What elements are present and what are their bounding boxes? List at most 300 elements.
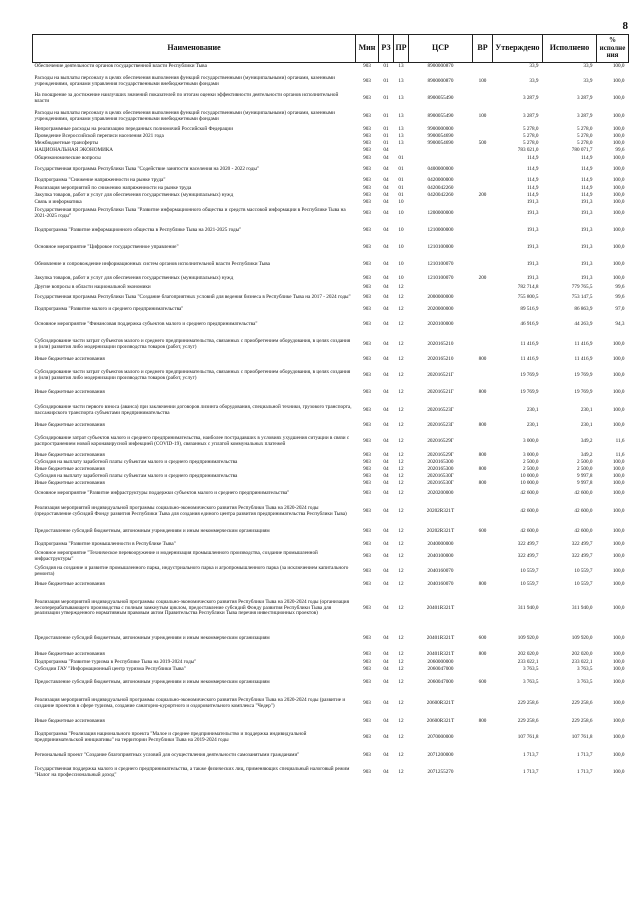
- row-approved: 1 713,7: [522, 751, 539, 758]
- table-row: [33, 207, 629, 222]
- row-ministry: 903: [363, 199, 371, 206]
- row-percent: 100,0: [612, 718, 625, 725]
- row-executed: 230,1: [580, 422, 593, 429]
- table-row: [33, 274, 629, 285]
- row-target-article: 2020200000: [427, 490, 454, 497]
- row-executed: 42 600,0: [574, 507, 593, 514]
- row-target-article: 20600R321Т: [426, 718, 455, 725]
- row-subsection: 12: [398, 553, 404, 560]
- row-name: Подпрограмма "Развитие промышленности в Республике Тыва": [34, 541, 176, 548]
- row-target-article: 202016523Г: [427, 406, 454, 413]
- row-approved: 10 000,0: [520, 473, 539, 480]
- row-subsection: 01: [398, 192, 404, 199]
- row-name: Иные бюджетные ассигнования: [34, 356, 105, 363]
- row-section: 04: [383, 490, 389, 497]
- table-row: [33, 107, 629, 127]
- row-expense-type: 800: [478, 581, 487, 588]
- table-body: [33, 63, 629, 781]
- row-expense-type: [473, 285, 493, 292]
- row-approved: 11 416,9: [520, 340, 539, 347]
- table-row: [33, 356, 629, 365]
- row-expense-type: [473, 316, 493, 334]
- row-expense-type: [473, 400, 493, 422]
- row-target-article: 0420042260: [427, 185, 454, 192]
- row-section: 04: [383, 699, 389, 706]
- table-row: [33, 134, 629, 141]
- row-percent: 99,6: [615, 284, 625, 291]
- row-name: Другие вопросы в области национальной экономики: [34, 284, 151, 291]
- table-row: [33, 387, 629, 400]
- row-executed: 10 559,7: [574, 581, 593, 588]
- row-target-article: 2020165300: [427, 466, 454, 473]
- header-expense-type: ВР: [473, 35, 493, 63]
- row-executed: 42 600,0: [574, 527, 593, 534]
- row-expense-type: [473, 501, 493, 523]
- row-subsection: 12: [398, 284, 404, 291]
- table-row: [33, 155, 629, 164]
- row-executed: 233 022,1: [571, 659, 593, 666]
- row-expense-type: [473, 541, 493, 550]
- row-approved: 10 000,0: [520, 480, 539, 487]
- row-percent: 99,6: [615, 147, 625, 154]
- row-subsection: 13: [398, 63, 404, 70]
- row-approved: 755 800,5: [517, 294, 539, 301]
- row-ministry: 903: [363, 507, 371, 514]
- row-section: 04: [383, 466, 389, 473]
- row-percent: 100,0: [612, 275, 625, 282]
- row-executed: 86 863,9: [574, 306, 593, 313]
- row-subsection: 10: [398, 244, 404, 251]
- row-name: Иные бюджетные ассигнования: [34, 718, 105, 725]
- row-approved: 5 278,0: [522, 126, 539, 133]
- row-section: 04: [383, 261, 389, 268]
- table-row: [33, 193, 629, 200]
- row-name: Субсидирование части первого взноса (аванса) при заключении договоров лизинга оборудования, специальной техники, грузового транспорта, пассажирского транспорта субъектами предпринимательства: [34, 403, 352, 416]
- row-percent: 100,0: [612, 356, 625, 363]
- row-expense-type: 800: [478, 422, 487, 429]
- row-target-article: 2020100000: [427, 320, 454, 327]
- header-executed: Исполнено: [543, 35, 597, 63]
- row-subsection: 12: [398, 452, 404, 459]
- row-ministry: 903: [363, 541, 371, 548]
- row-approved: 11 416,9: [520, 356, 539, 363]
- row-subsection: 12: [398, 733, 404, 740]
- row-name: Проведение Всероссийской переписи населения 2021 года: [34, 133, 164, 140]
- row-subsection: 01: [398, 185, 404, 192]
- table-row: [33, 692, 629, 716]
- row-target-article: 0420042260: [427, 192, 454, 199]
- row-subsection: 10: [398, 261, 404, 268]
- table-row: [33, 334, 629, 356]
- row-percent: 100,0: [612, 678, 625, 685]
- row-approved: 311 940,0: [517, 604, 539, 611]
- row-approved: 233 022,1: [517, 659, 539, 666]
- row-approved: 229 258,6: [517, 699, 539, 706]
- row-ministry: 903: [363, 126, 371, 133]
- row-expense-type: [473, 222, 493, 240]
- row-subsection: 12: [398, 490, 404, 497]
- row-name: Реализация мероприятий по снижению напряженности на рынке труда: [34, 185, 192, 192]
- row-executed: 191,3: [580, 244, 593, 251]
- row-name: Реализация мероприятий индивидуальной программы социально-экономического развития Республики Тыва на 2020-2024 годы (предоставление субсидий Фонду развития Республики Тыва для создания единого центра развития предпринимательства Республики Тыва): [34, 504, 347, 517]
- row-subsection: 12: [398, 751, 404, 758]
- row-subsection: 12: [398, 459, 404, 466]
- row-ministry: 903: [363, 422, 371, 429]
- header-section: РЗ: [379, 35, 394, 63]
- row-section: 04: [383, 768, 389, 775]
- row-ministry: 903: [363, 553, 371, 560]
- row-section: 04: [383, 244, 389, 251]
- row-percent: 100,0: [612, 371, 625, 378]
- row-name: Субсидирование части затрат субъектов малого и среднего предпринимательства, связанных с приобретением оборудования, в целях создания и (или) развития либо модернизации производства товаров (работ, услуг): [34, 368, 351, 381]
- row-name: Закупка товаров, работ и услуг для обеспечения государственных (муниципальных) нужд: [34, 275, 234, 282]
- row-section: 04: [383, 422, 389, 429]
- row-subsection: 12: [398, 422, 404, 429]
- row-ministry: 903: [363, 768, 371, 775]
- row-subsection: 12: [398, 473, 404, 480]
- row-name: Расходы на выплаты персоналу в целях обеспечения выполнения функций государственными (муниципальными) органами, казенными учреждениями, органами управления государственными внебюджетными фондами: [34, 74, 335, 87]
- table-row: [33, 765, 629, 781]
- row-subsection: 13: [398, 133, 404, 140]
- row-executed: 5 278,0: [576, 140, 593, 147]
- table-row: [33, 292, 629, 305]
- row-approved: 191,3: [526, 199, 539, 206]
- row-expense-type: [473, 155, 493, 164]
- table-row: [33, 222, 629, 240]
- row-executed: 349,2: [580, 452, 593, 459]
- row-executed: 114,9: [581, 192, 593, 199]
- row-ministry: 903: [363, 490, 371, 497]
- row-section: 04: [383, 581, 389, 588]
- row-subsection: 01: [398, 166, 404, 173]
- row-percent: 100,0: [612, 541, 625, 548]
- row-executed: 9 997,8: [576, 473, 593, 480]
- row-executed: 229 258,6: [571, 699, 593, 706]
- row-executed: 322 499,7: [571, 553, 593, 560]
- row-name: Субсидирование затрат субъектов малого и среднего предпринимательства, наиболее пострадавших в условиях ухудшения ситуации в связи с распространением новой коронавирусной инфекцией (COVID-19), связанных с уплатой коммунальных платежей: [34, 434, 350, 447]
- row-executed: 44 263,9: [574, 320, 593, 327]
- row-name: Подпрограмма "Развитие туризма в Республике Тыва на 2019-2024 годы": [34, 659, 197, 666]
- row-section: 04: [383, 340, 389, 347]
- row-ministry: 903: [363, 666, 371, 673]
- row-expense-type: 600: [478, 634, 487, 641]
- row-percent: 100,0: [612, 473, 625, 480]
- row-approved: 3 287,9: [522, 95, 539, 102]
- row-expense-type: [473, 747, 493, 765]
- row-ministry: 903: [363, 320, 371, 327]
- header-percent: % исполне ния: [597, 35, 629, 63]
- row-target-article: 2040160070: [427, 581, 454, 588]
- row-ministry: 903: [363, 406, 371, 413]
- row-subsection: 12: [398, 527, 404, 534]
- row-section: 04: [383, 356, 389, 363]
- row-expense-type: [473, 92, 493, 107]
- table-row: [33, 474, 629, 481]
- row-ministry: 903: [363, 733, 371, 740]
- row-section: 04: [383, 284, 389, 291]
- row-approved: 3 000,0: [522, 452, 539, 459]
- row-percent: 100,0: [612, 651, 625, 658]
- row-executed: 191,3: [580, 199, 593, 206]
- row-name: Общеэкономические вопросы: [34, 155, 101, 162]
- row-percent: 100,0: [612, 768, 625, 775]
- header-ministry: Мин: [356, 35, 379, 63]
- row-section: 04: [383, 604, 389, 611]
- row-ministry: 903: [363, 452, 371, 459]
- row-name: Иные бюджетные ассигнования: [34, 480, 105, 487]
- table-row: [33, 141, 629, 148]
- row-target-article: 20600R321Т: [426, 699, 455, 706]
- row-section: 04: [383, 659, 389, 666]
- row-executed: 114,9: [581, 155, 593, 162]
- row-ministry: 903: [363, 166, 371, 173]
- row-approved: 2 500,0: [522, 466, 539, 473]
- row-expense-type: 200: [478, 192, 487, 199]
- row-executed: 3 763,5: [576, 678, 593, 685]
- row-percent: 100,0: [612, 604, 625, 611]
- row-expense-type: [473, 431, 493, 453]
- row-target-article: [409, 285, 473, 292]
- row-approved: 322 499,7: [517, 541, 539, 548]
- row-target-article: 8900000870: [427, 63, 454, 70]
- row-section: 01: [383, 126, 389, 133]
- row-approved: 109 920,0: [517, 634, 539, 641]
- row-expense-type: [473, 550, 493, 565]
- row-approved: 114,9: [527, 185, 539, 192]
- row-section: 04: [383, 306, 389, 313]
- row-target-article: 8900000870: [427, 77, 454, 84]
- row-ministry: 903: [363, 651, 371, 658]
- row-name: Закупка товаров, работ и услуг для обеспечения государственных (муниципальных) нужд: [34, 192, 234, 199]
- table-row: [33, 580, 629, 591]
- row-expense-type: [473, 729, 493, 747]
- row-ministry: 903: [363, 581, 371, 588]
- row-approved: 191,3: [526, 275, 539, 282]
- row-target-article: 202016530Г: [427, 480, 454, 487]
- table-row: [33, 200, 629, 207]
- row-section: 04: [383, 527, 389, 534]
- row-name: Реализация мероприятий индивидуальной программы социально-экономического развития Республики Тыва на 2020-2024 годы (развитие и создание проектов в сфере туризма, создание санаторно-курортного и оздоровительного комплекса "Чедер"): [34, 696, 346, 709]
- row-ministry: 903: [363, 133, 371, 140]
- row-approved: 322 499,7: [517, 553, 539, 560]
- table-row: [33, 501, 629, 523]
- row-expense-type: [473, 148, 493, 155]
- row-executed: 3 763,5: [576, 666, 593, 673]
- row-subsection: 12: [398, 659, 404, 666]
- row-percent: 100,0: [612, 490, 625, 497]
- row-target-article: 1210100000: [427, 244, 454, 251]
- row-percent: 100,0: [612, 459, 625, 466]
- row-expense-type: [473, 365, 493, 387]
- row-ministry: 903: [363, 480, 371, 487]
- row-percent: 100,0: [612, 140, 625, 147]
- row-approved: 783 021,0: [517, 147, 539, 154]
- row-expense-type: 800: [478, 480, 487, 487]
- row-section: 04: [383, 678, 389, 685]
- row-ministry: 903: [363, 294, 371, 301]
- row-executed: 3 287,9: [576, 95, 593, 102]
- row-target-article: 2060047000: [427, 666, 454, 673]
- row-expense-type: 800: [478, 651, 487, 658]
- row-target-article: 20401R321Т: [426, 651, 455, 658]
- row-ministry: 903: [363, 226, 371, 233]
- row-name: Иные бюджетные ассигнования: [34, 389, 105, 396]
- row-expense-type: [473, 667, 493, 674]
- row-ministry: 903: [363, 275, 371, 282]
- row-section: 04: [383, 553, 389, 560]
- row-percent: 100,0: [612, 466, 625, 473]
- row-target-article: 20202R321Т: [426, 507, 455, 514]
- row-name: Предоставление субсидий бюджетным, автономным учреждениям и иным некоммерческим организациям: [34, 678, 270, 685]
- row-percent: 100,0: [612, 699, 625, 706]
- row-percent: 100,0: [612, 340, 625, 347]
- row-expense-type: [473, 692, 493, 716]
- row-subsection: 13: [398, 77, 404, 84]
- row-ministry: 903: [363, 604, 371, 611]
- row-name: Предоставление субсидий бюджетным, автономным учреждениям и иным некоммерческим организациям: [34, 527, 270, 534]
- row-approved: 5 278,0: [522, 133, 539, 140]
- row-target-article: 202016529Г: [427, 437, 454, 444]
- row-executed: 1 713,7: [576, 768, 593, 775]
- row-expense-type: [473, 257, 493, 274]
- row-section: 04: [383, 751, 389, 758]
- row-executed: 349,2: [580, 437, 593, 444]
- row-expense-type: [473, 164, 493, 177]
- row-name: Межбюджетные трансферты: [34, 140, 99, 147]
- row-ministry: 903: [363, 699, 371, 706]
- row-section: 04: [383, 459, 389, 466]
- row-section: 04: [383, 226, 389, 233]
- row-ministry: 903: [363, 244, 371, 251]
- row-expense-type: [473, 200, 493, 207]
- row-expense-type: [473, 565, 493, 580]
- row-expense-type: [473, 488, 493, 501]
- row-expense-type: 800: [478, 389, 487, 396]
- row-expense-type: [473, 292, 493, 305]
- row-target-article: 1210100070: [427, 261, 454, 268]
- row-percent: 100,0: [612, 166, 625, 173]
- row-approved: 3 287,9: [522, 112, 539, 119]
- row-name: Иные бюджетные ассигнования: [34, 452, 105, 459]
- row-section: 01: [383, 112, 389, 119]
- row-ministry: 903: [363, 659, 371, 666]
- row-section: 04: [383, 294, 389, 301]
- row-section: 01: [383, 77, 389, 84]
- row-executed: 1 713,7: [576, 751, 593, 758]
- row-ministry: 903: [363, 95, 371, 102]
- row-percent: 100,0: [612, 389, 625, 396]
- row-name: Подпрограмма "Реализация национального проекта "Малое и среднее предпринимательство и поддержка индивидуальной предпринимательской инициативы" на территории Республики Тыва на 2019-2024 годы: [34, 730, 307, 743]
- row-executed: 19 769,9: [574, 389, 593, 396]
- row-executed: 107 761,8: [571, 733, 593, 740]
- row-subsection: 12: [398, 294, 404, 301]
- table-row: [33, 285, 629, 292]
- row-subsection: 12: [398, 466, 404, 473]
- row-expense-type: 100: [478, 77, 487, 84]
- row-target-article: 2070000000: [427, 733, 454, 740]
- row-name: Иные бюджетные ассигнования: [34, 581, 105, 588]
- row-target-article: [409, 148, 473, 155]
- table-row: [33, 667, 629, 674]
- table-row: [33, 316, 629, 334]
- row-section: 04: [383, 634, 389, 641]
- row-target-article: 9900054690: [427, 133, 454, 140]
- row-name: Субсидии ГАУ "Информационный центр туризма Республики Тыва": [34, 666, 186, 673]
- row-ministry: 903: [363, 77, 371, 84]
- row-section: 04: [383, 155, 389, 162]
- row-target-article: 2020000000: [427, 306, 454, 313]
- row-approved: 1 713,7: [522, 768, 539, 775]
- row-approved: 19 769,9: [520, 371, 539, 378]
- row-section: 04: [383, 452, 389, 459]
- row-expense-type: 100: [478, 112, 487, 119]
- row-ministry: 903: [363, 718, 371, 725]
- row-target-article: 20202R321Т: [426, 527, 455, 534]
- row-section: 04: [383, 666, 389, 673]
- row-ministry: 903: [363, 340, 371, 347]
- row-target-article: 1210100070: [427, 275, 454, 282]
- row-subsection: 10: [398, 226, 404, 233]
- row-percent: 100,0: [612, 226, 625, 233]
- table-row: [33, 422, 629, 431]
- row-subsection: 10: [398, 210, 404, 217]
- row-percent: 99,6: [615, 294, 625, 301]
- row-name: Основное мероприятие "Развитие инфраструктуры поддержки субъектов малого и среднего предпринимательства": [34, 490, 290, 497]
- row-executed: 42 600,0: [574, 490, 593, 497]
- table-row: [33, 565, 629, 580]
- row-target-article: 202016530Г: [427, 473, 454, 480]
- row-approved: 46 916,9: [520, 320, 539, 327]
- row-target-article: 20401R321Т: [426, 604, 455, 611]
- row-expense-type: [473, 591, 493, 627]
- row-percent: 94,3: [615, 320, 625, 327]
- row-ministry: 903: [363, 140, 371, 147]
- row-executed: 191,3: [580, 261, 593, 268]
- row-name: Реализация мероприятий индивидуальной программы социально-экономического развития Республики Тыва на 2020-2024 годы (организация лесоперерабатывающего производства с полным замкнутым циклом, предоставление субсидий Фонду развития Республики Тыва для реализации утвержденного нормативным правовым актом Правительства Республики Тыва перечня инвестиционных проектов): [34, 598, 349, 617]
- row-expense-type: 600: [478, 527, 487, 534]
- row-percent: 100,0: [612, 527, 625, 534]
- row-target-article: 202016521Г: [427, 371, 454, 378]
- row-target-article: 8900055490: [427, 112, 454, 119]
- row-executed: 33,9: [583, 63, 593, 70]
- table-row: [33, 400, 629, 422]
- row-approved: 107 761,8: [517, 733, 539, 740]
- row-subsection: 01: [398, 177, 404, 184]
- row-approved: 89 516,9: [520, 306, 539, 313]
- row-percent: 100,0: [612, 634, 625, 641]
- row-percent: 100,0: [612, 95, 625, 102]
- row-name: Основное мероприятие "Цифровое государственное управление": [34, 244, 179, 251]
- row-executed: 11 416,9: [574, 356, 593, 363]
- row-approved: 191,3: [526, 210, 539, 217]
- row-target-article: 2040100000: [427, 553, 454, 560]
- row-section: 04: [383, 320, 389, 327]
- row-target-article: 20401R321Т: [426, 634, 455, 641]
- row-ministry: 903: [363, 112, 371, 119]
- row-expense-type: [473, 177, 493, 186]
- row-name: Государственная поддержка малого и среднего предпринимательства, а также физических лиц, применяющих специальный налоговый режим "Налог на профессиональный доход": [34, 765, 350, 778]
- row-approved: 202 020,0: [517, 651, 539, 658]
- row-ministry: 903: [363, 155, 371, 162]
- row-executed: 5 278,0: [576, 133, 593, 140]
- row-section: 04: [383, 733, 389, 740]
- row-executed: 10 559,7: [574, 568, 593, 575]
- table-row: [33, 674, 629, 692]
- row-name: Субсидия на выплату заработной платы субъектам малого и среднего предпринимательства: [34, 473, 238, 480]
- row-name: Обеспечение деятельности органов государственной власти Республики Тыва: [34, 63, 207, 70]
- row-target-article: 2060047000: [427, 678, 454, 685]
- row-section: 04: [383, 568, 389, 575]
